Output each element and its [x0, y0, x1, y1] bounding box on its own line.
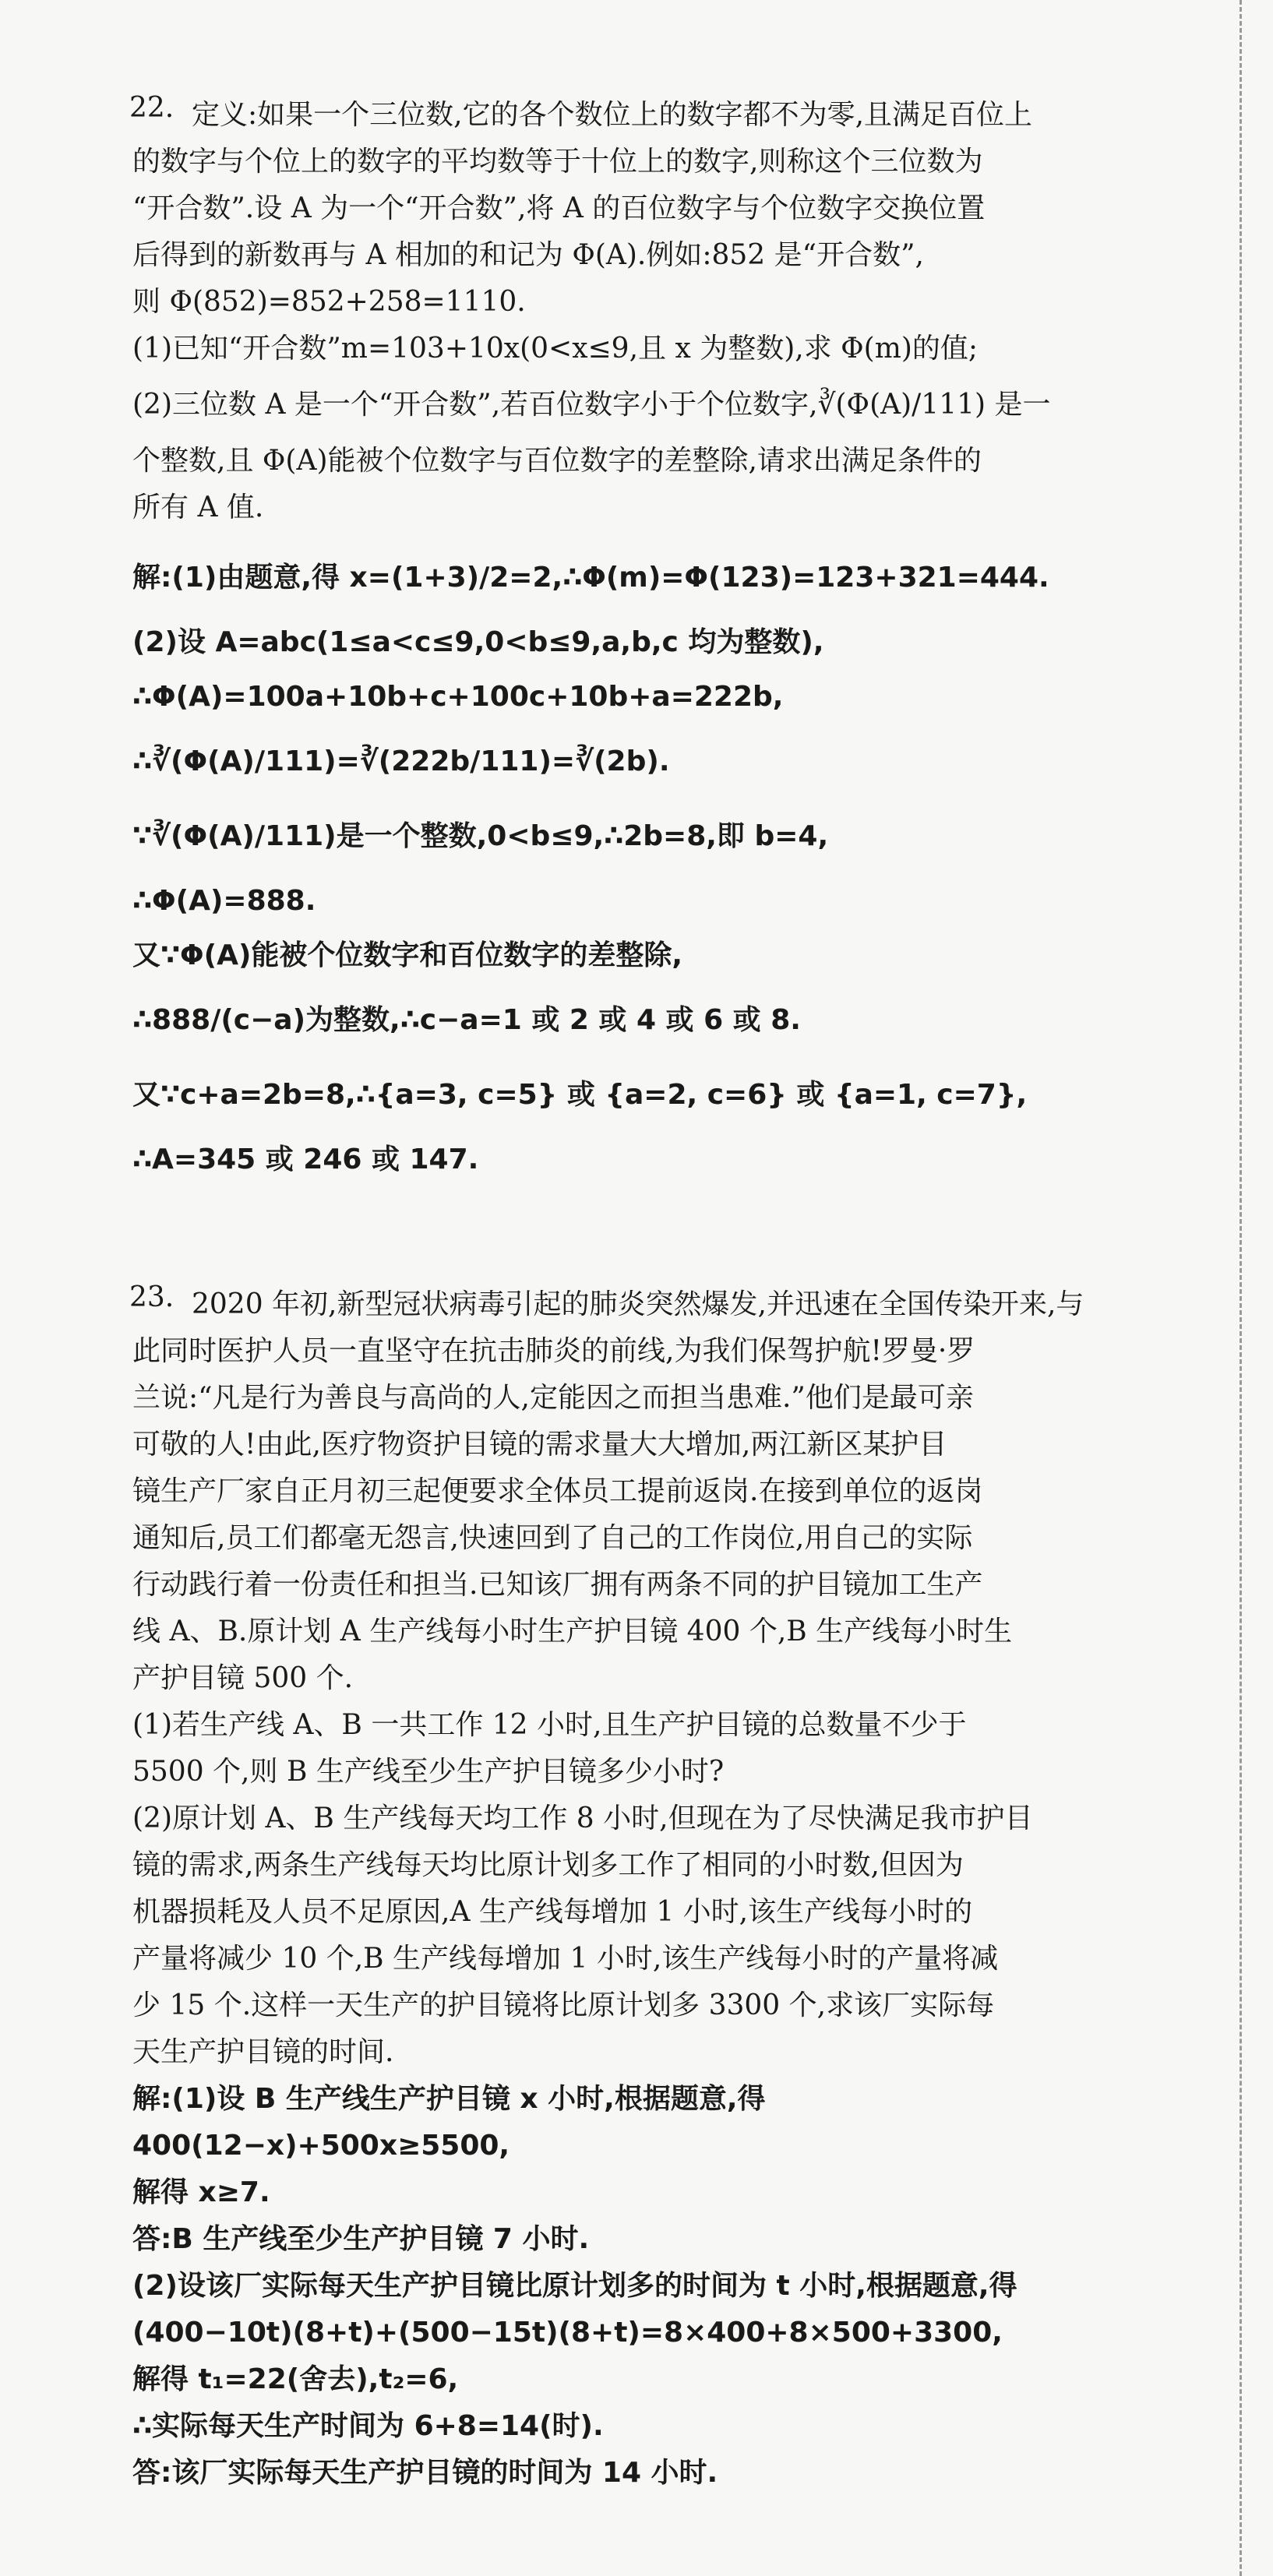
stem-line: “开合数”.设 A 为一个“开合数”,将 A 的百位数字与个位数字交换位置	[132, 192, 986, 224]
stem-line: 可敬的人!由此,医疗物资护目镜的需求量大大增加,两江新区某护目	[132, 1429, 947, 1461]
stem-line: 通知后,员工们都毫无怨言,快速回到了自己的工作岗位,用自己的实际	[132, 1522, 973, 1554]
stem-line: 此同时医护人员一直坚守在抗击肺炎的前线,为我们保驾护航!罗曼·罗	[132, 1335, 975, 1367]
solution-line: (2)设 A=abc(1≤a<c≤9,0<b≤9,a,b,c 均为整数),	[132, 626, 824, 658]
stem-line: 产护目镜 500 个.	[132, 1662, 354, 1694]
stem-line: 镜生产厂家自正月初三起便要求全体员工提前返岗.在接到单位的返岗	[132, 1475, 983, 1507]
question-2-line: 少 15 个.这样一天生产的护目镜将比原计划多 3300 个,求该厂实际每	[132, 1989, 995, 2021]
binding-margin-rule	[1240, 0, 1242, 2576]
question-2-line: 个整数,且 Φ(A)能被个位数字与百位数字的差整除,请求出满足条件的	[132, 445, 982, 477]
stem-line: 的数字与个位上的数字的平均数等于十位上的数字,则称这个三位数为	[132, 146, 983, 178]
stem-line: 后得到的新数再与 A 相加的和记为 Φ(A).例如:852 是“开合数”,	[132, 239, 924, 271]
problem-22	[129, 92, 1239, 1187]
solution-line: 解得 t₁=22(舍去),t₂=6,	[132, 2363, 459, 2395]
problem-number: 22.	[129, 92, 175, 124]
stem-line: 则 Φ(852)=852+258=1110.	[132, 286, 526, 318]
stem-line: 行动践行着一份责任和担当.已知该厂拥有两条不同的护目镜加工生产	[132, 1569, 983, 1601]
solution-line: ∴∛(Φ(A)/111)=∛(222b/111)=∛(2b).	[132, 745, 670, 777]
question-2-line: (2)三位数 A 是一个“开合数”,若百位数字小于个位数字,∛(Φ(A)/111) 是一	[132, 389, 1051, 421]
question-2-line: 天生产护目镜的时间.	[132, 2036, 394, 2068]
question-2-line: (2)原计划 A、B 生产线每天均工作 8 小时,但现在为了尽快满足我市护目	[132, 1802, 1033, 1834]
solution-line: 答:B 生产线至少生产护目镜 7 小时.	[132, 2223, 590, 2255]
solution-line: ∴888/(c−a)为整数,∴c−a=1 或 2 或 4 或 6 或 8.	[132, 1004, 801, 1036]
problem-23	[129, 1281, 1239, 2497]
question-1-line: 5500 个,则 B 生产线至少生产护目镜多少小时?	[132, 1756, 725, 1788]
stem-line: 兰说:“凡是行为善良与高尚的人,定能因之而担当患难.”他们是最可亲	[132, 1382, 974, 1414]
solution-line: ∴实际每天生产时间为 6+8=14(时).	[132, 2410, 604, 2442]
solution-line: ∵∛(Φ(A)/111)是一个整数,0<b≤9,∴2b=8,即 b=4,	[132, 820, 829, 852]
solution-line: 解得 x≥7.	[132, 2176, 270, 2208]
question-2-line: 镜的需求,两条生产线每天均比原计划多工作了相同的小时数,但因为	[132, 1849, 964, 1881]
solution-line: 又∵c+a=2b=8,∴{a=3, c=5} 或 {a=2, c=6} 或 {a=1, c=7},	[132, 1079, 1028, 1111]
stem-line: 定义:如果一个三位数,它的各个数位上的数字都不为零,且满足百位上	[192, 99, 1033, 131]
solution-line: 解:(1)由题意,得 x=(1+3)/2=2,∴Φ(m)=Φ(123)=123+321=444.	[132, 562, 1049, 594]
solution-line: 又∵Φ(A)能被个位数字和百位数字的差整除,	[132, 939, 683, 971]
solution-line: ∴A=345 或 246 或 147.	[132, 1144, 479, 1175]
solution-line: ∴Φ(A)=100a+10b+c+100c+10b+a=222b,	[132, 681, 784, 713]
solution-line: 400(12−x)+500x≥5500,	[132, 2130, 510, 2162]
solution-line: (400−10t)(8+t)+(500−15t)(8+t)=8×400+8×500+3300,	[132, 2317, 1003, 2349]
solution-line: (2)设该厂实际每天生产护目镜比原计划多的时间为 t 小时,根据题意,得	[132, 2270, 1017, 2302]
solution-line: 答:该厂实际每天生产护目镜的时间为 14 小时.	[132, 2457, 718, 2489]
question-2-line: 产量将减少 10 个,B 生产线每增加 1 小时,该生产线每小时的产量将减	[132, 1943, 999, 1975]
stem-line: 线 A、B.原计划 A 生产线每小时生产护目镜 400 个,B 生产线每小时生	[132, 1616, 1013, 1647]
problem-number: 23.	[129, 1281, 175, 1313]
question-1: (1)已知“开合数”m=103+10x(0<x≤9,且 x 为整数),求 Φ(m)的值;	[132, 333, 979, 365]
solution-line: 解:(1)设 B 生产线生产护目镜 x 小时,根据题意,得	[132, 2083, 766, 2115]
solution-line: ∴Φ(A)=888.	[132, 885, 316, 917]
stem-line: 2020 年初,新型冠状病毒引起的肺炎突然爆发,并迅速在全国传染开来,与	[192, 1288, 1084, 1320]
question-2-line: 机器损耗及人员不足原因,A 生产线每增加 1 小时,该生产线每小时的	[132, 1896, 973, 1928]
question-2-line: 所有 A 值.	[132, 492, 264, 523]
question-1-line: (1)若生产线 A、B 一共工作 12 小时,且生产护目镜的总数量不少于	[132, 1709, 967, 1741]
